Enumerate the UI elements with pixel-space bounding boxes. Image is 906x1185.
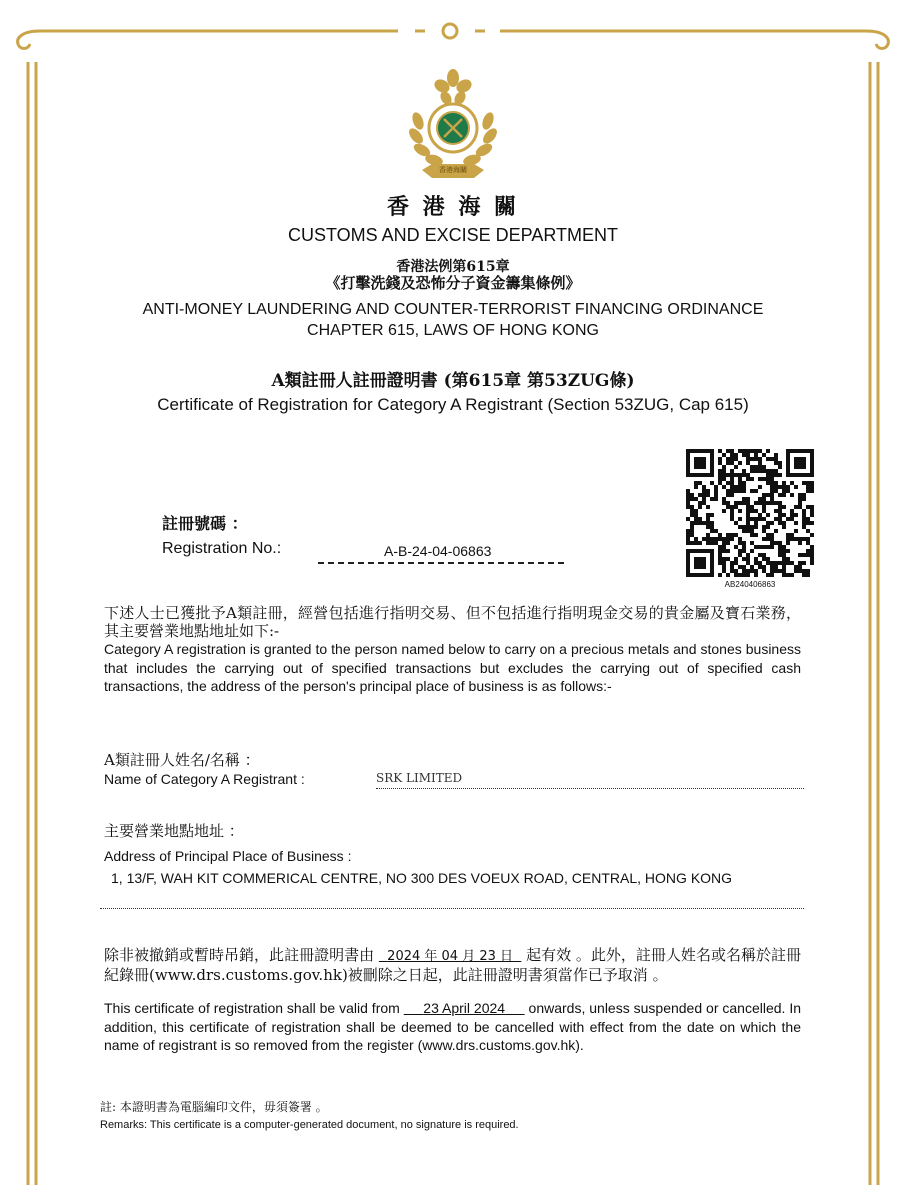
department-title-en: CUSTOMS AND EXCISE DEPARTMENT <box>287 225 619 245</box>
registrant-label-zh: A類註冊人姓名/名稱 ： <box>104 751 260 769</box>
validity-text-zh <box>104 946 801 984</box>
validity-zh-pre: 除非被撤銷或暫時吊銷，此註冊證明書由 <box>104 946 375 964</box>
registration-label-zh: 註冊號碼 ： <box>162 514 248 533</box>
emblem-banner-text: 香港海關 <box>439 166 467 174</box>
qr-code <box>686 449 814 577</box>
ordinance-title-en: ANTI-MONEY LAUNDERING AND COUNTER-TERRORIST FINANCING ORDINANCE <box>142 301 764 318</box>
validity-date-en: 23 April 2024 <box>423 1000 506 1016</box>
intro-text-zh: 下述人士已獲批予A類註冊，經營包括進行指明交易、但不包括進行指明現金交易的貴金屬及寶石業務，其主要營業地點地址如下:- <box>104 604 801 640</box>
certificate-title-en: Certificate of Registration for Category A Registrant (Section 53ZUG, Cap 615) <box>157 395 749 414</box>
validity-text-en <box>104 999 801 1055</box>
address-label-zh: 主要營業地點地址 ： <box>104 822 244 840</box>
ordinance-chapter-en: CHAPTER 615, LAWS OF HONG KONG <box>307 322 599 339</box>
qr-caption: AB240406863 <box>724 580 776 589</box>
department-title-zh: 香 港 海 關 <box>387 194 519 220</box>
address-underline <box>100 908 804 909</box>
ordinance-chapter-zh: 香港法例第615章 <box>396 259 510 275</box>
validity-en-pre: This certificate of registration shall be valid from <box>104 1000 400 1016</box>
validity-date-zh: 2024 年 04 月 23 日 <box>387 949 514 964</box>
remarks-en: Remarks: This certificate is a computer-generated document, no signature is required. <box>100 1119 519 1131</box>
intro-text-en: Category A registration is granted to the person named below to carry on a precious metals and stones business that includes the carrying out of specified transactions but excludes the carrying out of specified cash transactions, the address of the person's principal place of business is as follows:- <box>104 641 801 694</box>
registration-label-en: Registration No.: <box>162 540 282 557</box>
validity-en-post: onwards, unless suspended or cancelled. In addition, this certificate of registration shall be deemed to be cancelled with effect from the date on which the name of registrant is so removed from the register (www.drs.customs.gov.hk). <box>104 1000 802 1053</box>
address-label-en: Address of Principal Place of Business : <box>104 848 352 864</box>
ordinance-title-zh: 《打擊洗錢及恐怖分子資金籌集條例》 <box>325 274 581 292</box>
remarks-zh: 註: 本證明書為電腦編印文件，毋須簽署 。 <box>100 1100 328 1114</box>
certificate-title-zh: A類註冊人註冊證明書 (第615章 第53ZUG條) <box>271 371 635 391</box>
registrant-name: SRK LIMITED <box>376 771 804 789</box>
registrant-label-en: Name of Category A Registrant : <box>104 771 305 787</box>
address-value: 1, 13/F, WAH KIT COMMERICAL CENTRE, NO 300 DES VOEUX ROAD, CENTRAL, HONG KONG <box>111 870 733 886</box>
validity-zh-post: 起有效 。此外，註冊人姓名或名稱於註冊紀錄冊(www.drs.customs.gov.hk)被刪除之日起，此註冊證明書須當作已予取消 。 <box>104 946 801 984</box>
registration-underline <box>318 562 564 564</box>
registration-number: A-B-24-04-06863 <box>384 543 492 559</box>
